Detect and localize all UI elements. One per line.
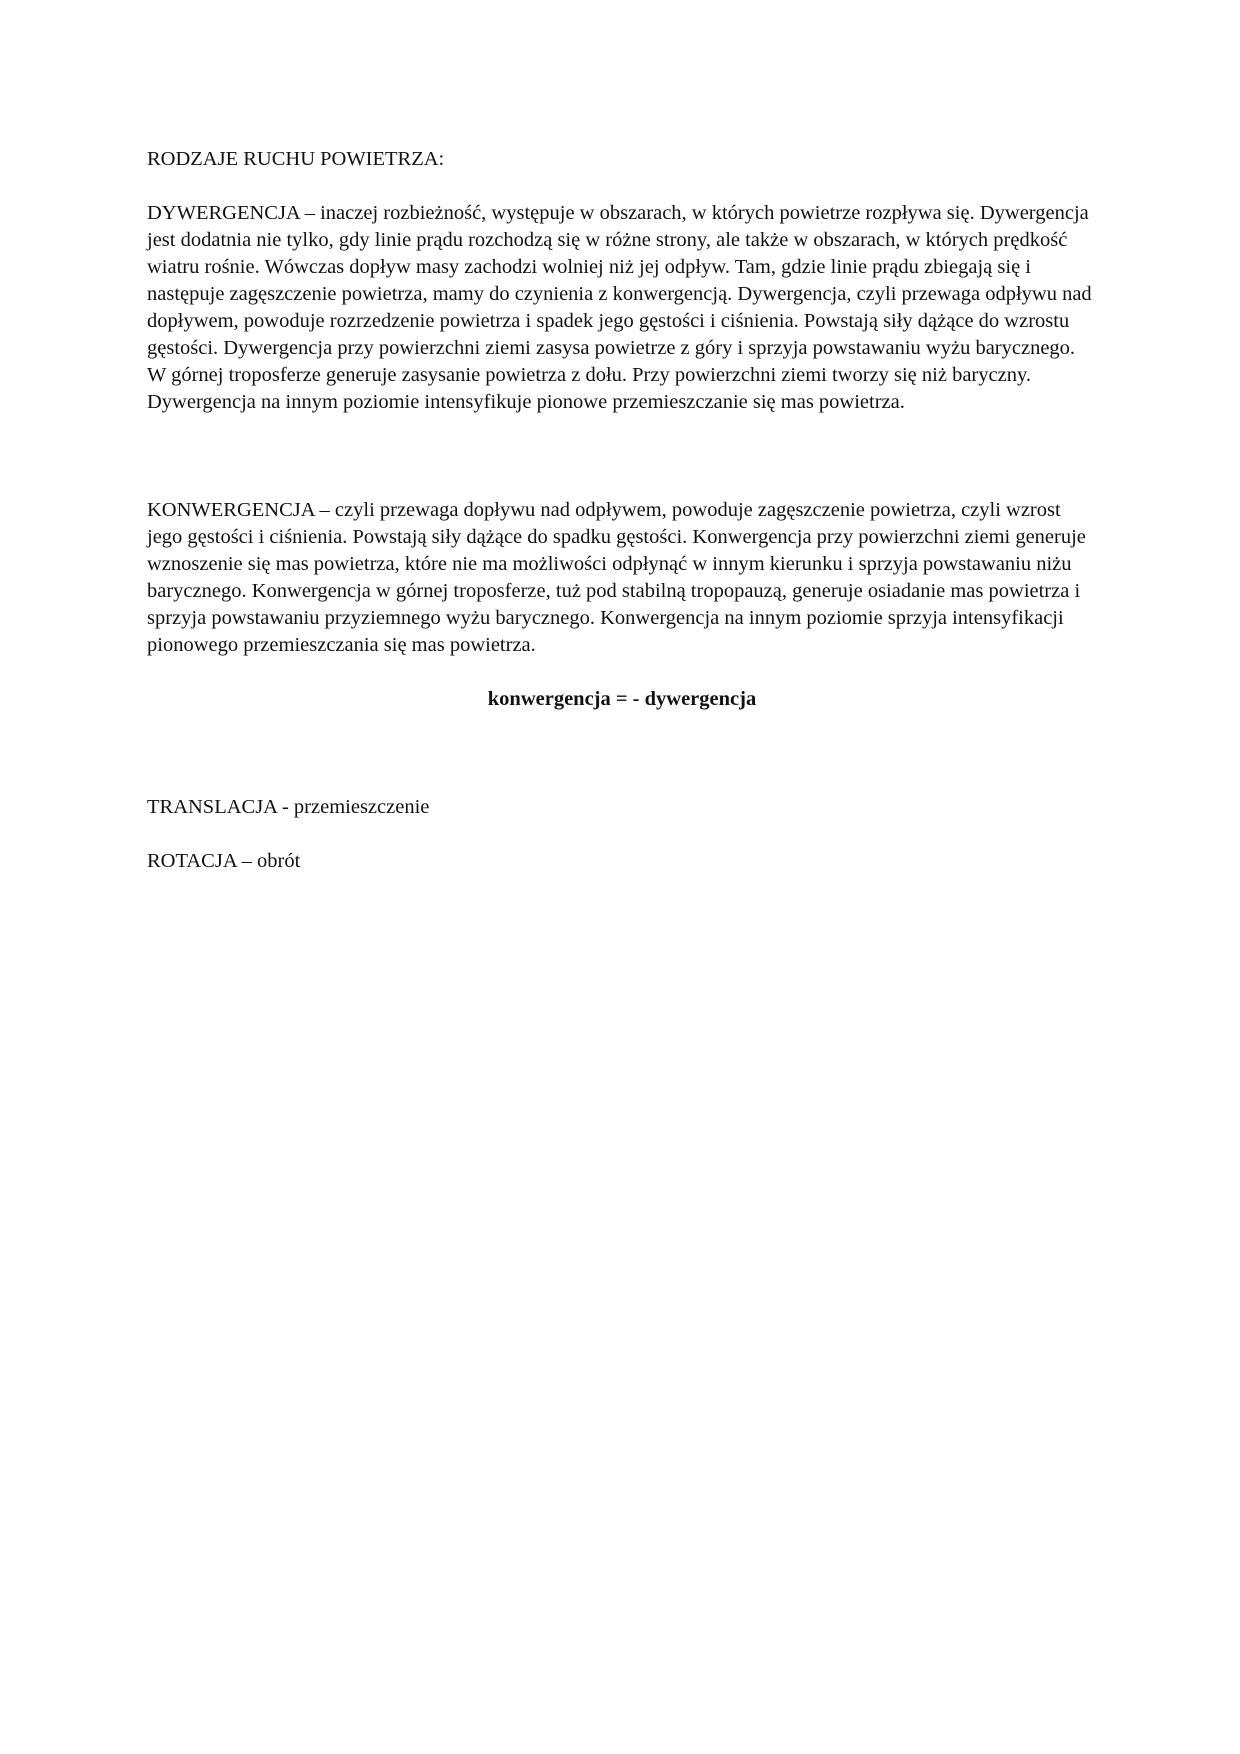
formula: konwergencja = - dywergencja	[487, 688, 757, 710]
paragraph-rotacja	[147, 848, 1097, 875]
definition-rotacja: – obrót	[236, 850, 301, 872]
paragraph-translacja	[147, 794, 1097, 821]
document-content	[147, 146, 1097, 875]
term-konwergencja: KONWERGENCJA	[147, 499, 315, 521]
spacer	[147, 173, 1097, 200]
definition-konwergencja: – czyli przewaga dopływu nad odpływem, powoduje zagęszczenie powietrza, czyli wzrost jego gęstości i ciśnienia. Powstają siły dążące do spadku gęstości. Konwergencja przy powierzchni ziemi generuje wznoszenie się mas powietrza, które nie ma możliwości odpłynąć w innym kierunku i sprzyja powstawaniu niżu barycznego. Konwergencja w górnej troposferze, tuż pod stabilną tropopauzą, generuje osiadanie mas powietrza i sprzyja powstawaniu przyziemnego wyżu barycznego. Konwergencja na innym poziomie sprzyja intensyfikacji pionowego przemieszczania się mas powietrza.	[147, 499, 1086, 656]
term-dywergencja: DYWERGENCJA	[147, 202, 300, 224]
spacer	[147, 416, 1097, 497]
spacer	[147, 713, 1097, 794]
document-title: RODZAJE RUCHU POWIETRZA:	[147, 148, 445, 170]
paragraph-dywergencja	[147, 200, 1097, 416]
paragraph-konwergencja	[147, 497, 1097, 659]
spacer	[147, 659, 1097, 686]
term-translacja: TRANSLACJA	[147, 796, 277, 818]
term-rotacja: ROTACJA	[147, 850, 237, 872]
definition-translacja: - przemieszczenie	[276, 796, 430, 818]
definition-dywergencja: – inaczej rozbieżność, występuje w obszarach, w których powietrze rozpływa się. Dywergencja jest dodatnia nie tylko, gdy linie prądu rozchodzą się w różne strony, ale także w obszarach, w których prędkość wiatru rośnie. Wówczas dopływ masy zachodzi wolniej niż jej odpływ. Tam, gdzie linie prądu zbiegają się i następuje zagęszczenie powietrza, mamy do czynienia z konwergencją. Dywergencja, czyli przewaga odpływu nad dopływem, powoduje rozrzedzenie powietrza i spadek jego gęstości i ciśnienia. Powstają siły dążące do wzrostu gęstości. Dywergencja przy powierzchni ziemi zasysa powietrze z góry i sprzyja powstawaniu wyżu barycznego. W górnej troposferze generuje zasysanie powietrza z dołu. Przy powierzchni ziemi tworzy się niż baryczny. Dywergencja na innym poziomie intensyfikuje pionowe przemieszczanie się mas powietrza.	[147, 202, 1092, 413]
spacer	[147, 821, 1097, 848]
